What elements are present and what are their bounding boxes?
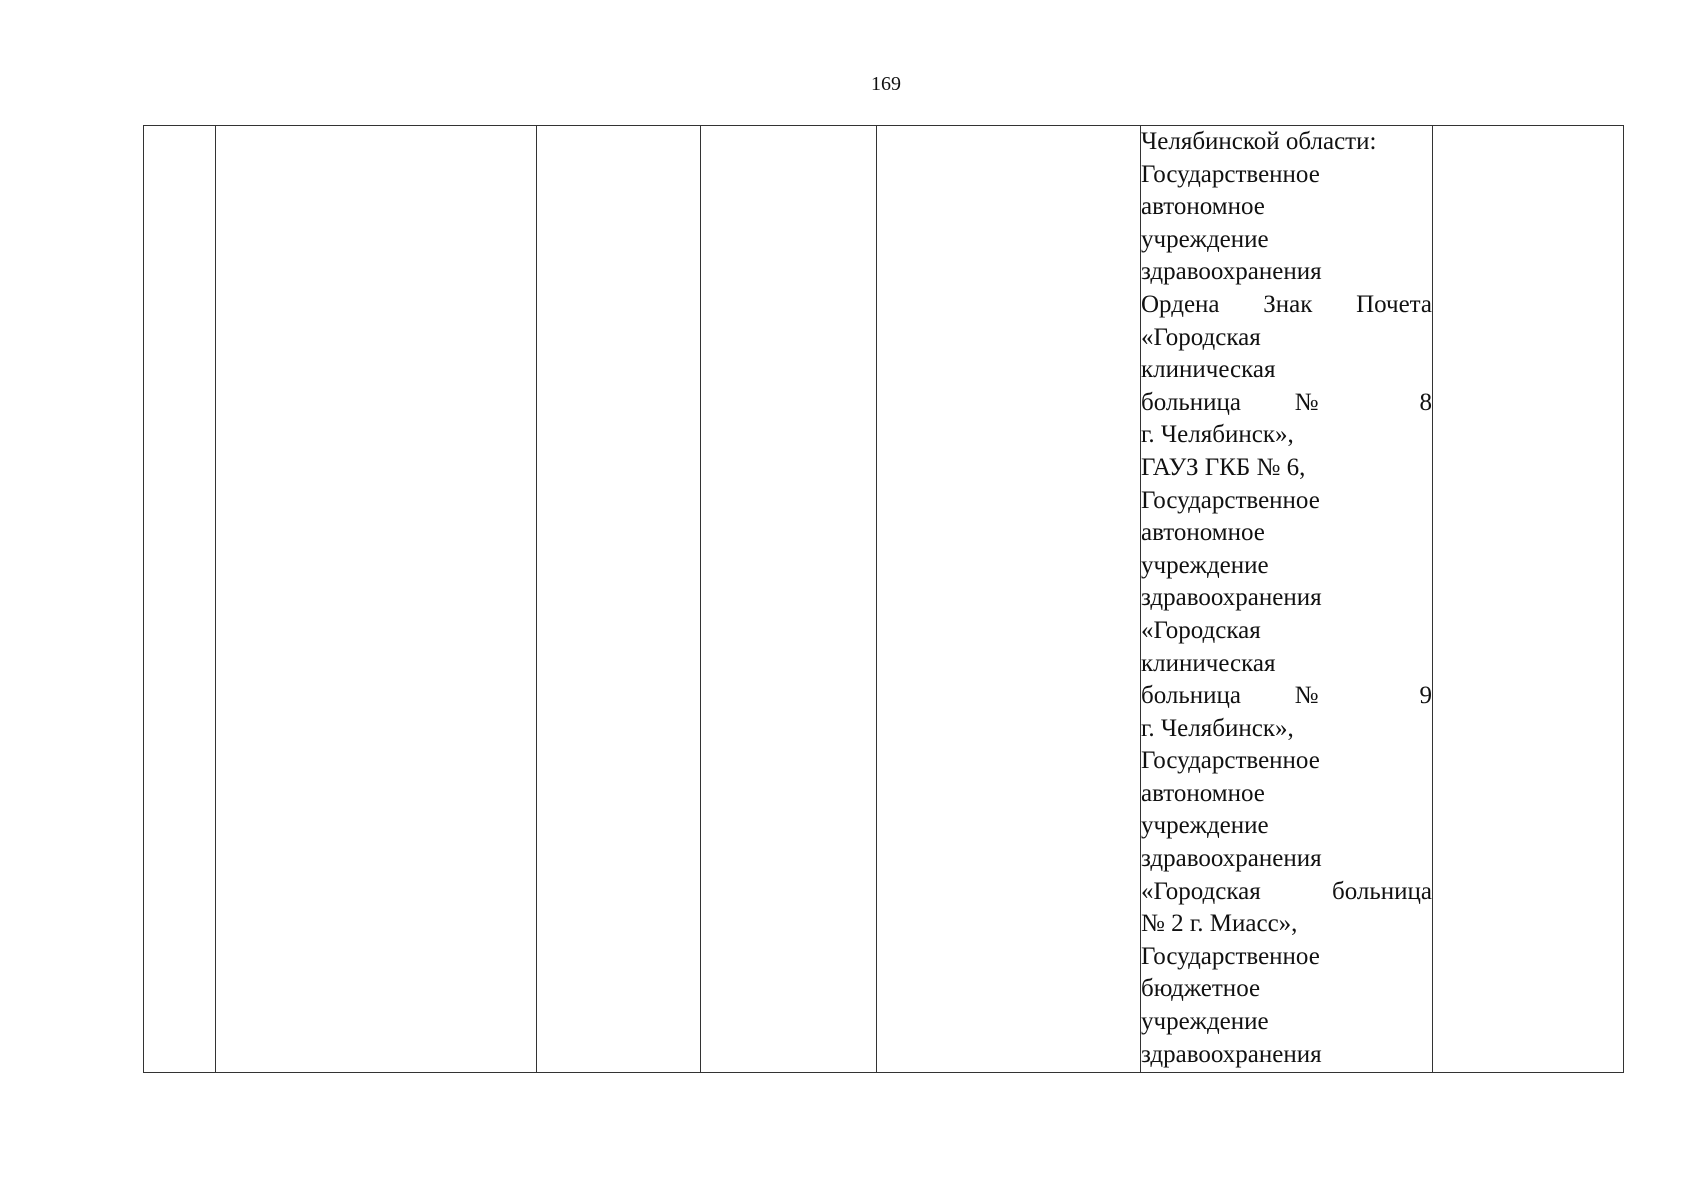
cell-text-line: автономное — [1141, 519, 1265, 547]
cell-text-line: клиническая — [1141, 649, 1276, 677]
cell-text-line: г. Челябинск», — [1141, 421, 1294, 449]
cell-text-line: Государственное — [1141, 160, 1320, 188]
table-cell-col2 — [216, 126, 537, 1073]
cell-text-line: автономное — [1141, 779, 1265, 807]
cell-text-line: здравоохранения — [1141, 584, 1322, 612]
table-cell-col6 — [1141, 126, 1433, 1073]
cell-text-line: Ордена Знак Почета — [1141, 290, 1432, 318]
document-table — [143, 125, 1624, 1073]
table-row — [144, 126, 1624, 1073]
cell-text-line: автономное — [1141, 193, 1265, 221]
cell-text-line: клиническая — [1141, 356, 1276, 384]
cell-text-line: здравоохранения — [1141, 258, 1322, 286]
cell-text-line: больница № 8 — [1141, 388, 1432, 416]
cell-text-line: больница № 9 — [1141, 682, 1432, 710]
cell-text-line: «Городская — [1141, 616, 1261, 644]
table-cell-col3 — [537, 126, 701, 1073]
cell-text-line: учреждение — [1141, 551, 1269, 579]
cell-text-line: бюджетное — [1141, 975, 1261, 1003]
cell-text-line: ГАУЗ ГКБ № 6, — [1141, 453, 1306, 481]
cell-text-line: учреждение — [1141, 812, 1269, 840]
cell-text-line: учреждение — [1141, 1008, 1269, 1036]
cell-text-line: Государственное — [1141, 747, 1320, 775]
table-cell-col7 — [1433, 126, 1624, 1073]
page-number: 169 — [871, 73, 901, 95]
cell-text-line: Государственное — [1141, 486, 1320, 514]
cell-text-line: «Городская больница — [1141, 877, 1432, 905]
cell-text-line: учреждение — [1141, 225, 1269, 253]
table-cell-col4 — [701, 126, 877, 1073]
table-cell-col5 — [877, 126, 1141, 1073]
table-cell-col1 — [144, 126, 216, 1073]
cell-text-line: «Городская — [1141, 323, 1261, 351]
cell-text-line: здравоохранения — [1141, 845, 1322, 873]
cell-text-line: № 2 г. Миасс», — [1141, 910, 1298, 938]
cell-text-line: Челябинской области: — [1141, 128, 1377, 155]
cell-text-line: Государственное — [1141, 942, 1320, 970]
cell-text-line: г. Челябинск», — [1141, 714, 1294, 742]
cell-text-line: здравоохранения — [1141, 1040, 1322, 1068]
